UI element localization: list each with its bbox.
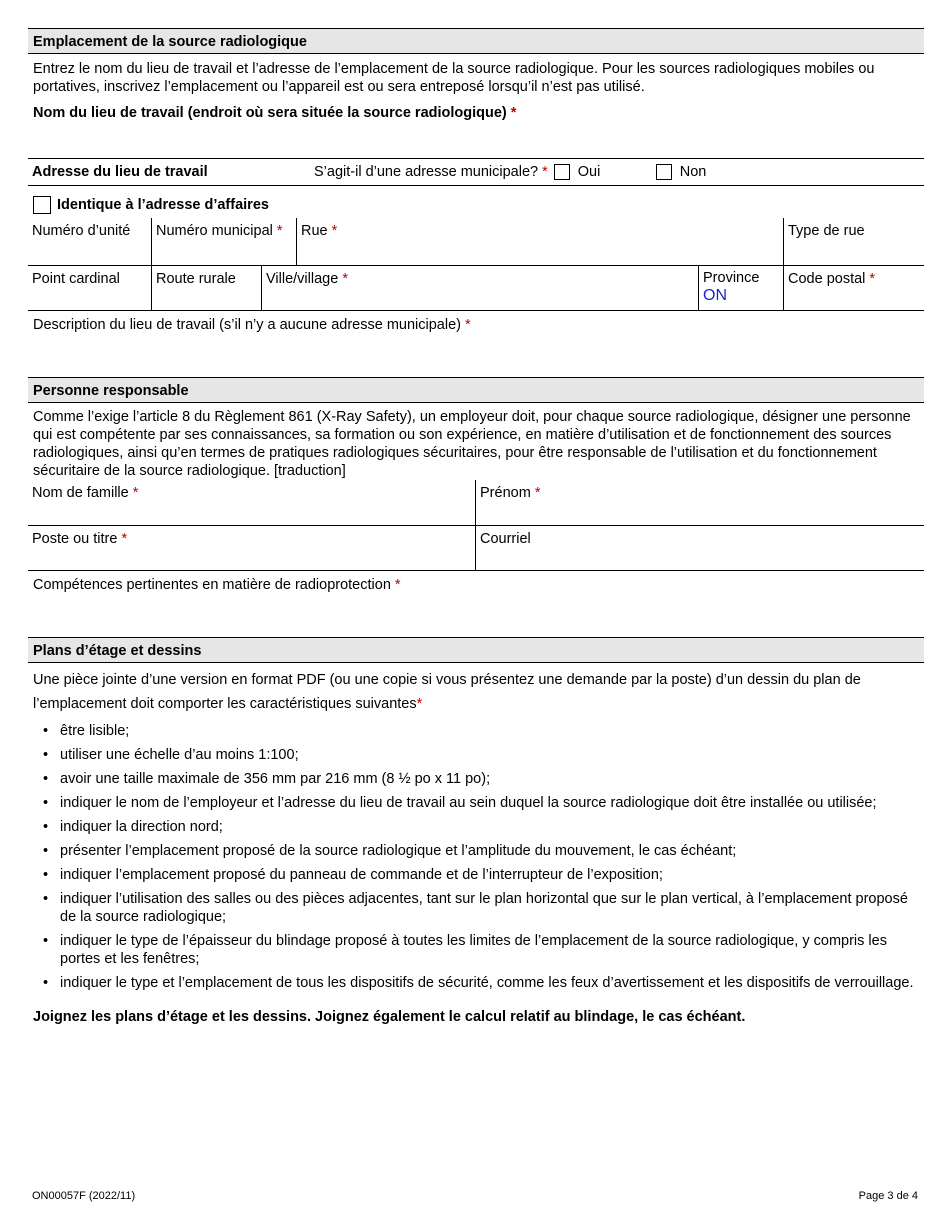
cardinal-point-field[interactable]: Point cardinal <box>32 271 120 287</box>
street-field[interactable]: Rue * <box>296 218 783 265</box>
last-name-field[interactable]: Nom de famille * <box>32 485 139 501</box>
list-item: • indiquer la direction nord; <box>60 818 924 836</box>
location-intro: Entrez le nom du lieu de travail et l’adresse de l’emplacement de la source radiologique. Pour les sources radiologiques mobiles ou portatives, inscrivez l’emplacement ou l’appareil est ou sera entreposé lorsqu’il n’est pas utilisé. <box>33 61 875 95</box>
page-number: Page 3 de 4 <box>858 1190 918 1202</box>
competencies-label: Compétences pertinentes en matière de radioprotection * <box>33 577 401 593</box>
province-value: ON <box>703 287 727 304</box>
section-header-responsible <box>28 377 924 403</box>
section-header-floor-plans <box>28 637 924 663</box>
competencies-field[interactable] <box>28 594 924 637</box>
section-title: Personne responsable <box>33 383 189 399</box>
floor-plans-intro: Une pièce jointe d’une version en format PDF (ou une copie si vous présentez une demande par la poste) d’un dessin du plan de l’emplacement doit comporter les caractéristiques suivantes* <box>33 672 861 712</box>
list-item: • indiquer l’emplacement proposé du panneau de commande et de l’interrupteur de l’exposition; <box>60 866 924 884</box>
same-address-option: Identique à l’adresse d’affaires <box>28 186 924 214</box>
section-header-location <box>28 28 924 54</box>
email-field[interactable]: Courriel <box>475 526 924 570</box>
workplace-name-field[interactable] <box>28 122 924 158</box>
address-row-1 <box>28 218 924 266</box>
street-type-field[interactable]: Type de rue <box>783 218 924 265</box>
description-label: Description du lieu de travail (s’il n’y a aucune adresse municipale) * <box>33 317 471 333</box>
address-row-2 <box>28 266 924 311</box>
yes-checkbox[interactable] <box>554 164 570 180</box>
description-field[interactable] <box>28 334 924 377</box>
form-page <box>28 28 924 1026</box>
responsible-intro: Comme l’exige l’article 8 du Règlement 861 (X-Ray Safety), un employeur doit, pour chaque source radiologique, désigner une personne qui est compétente par ses connaissances, sa formation ou son expérience, en matière d’utilisation et de fonctionnement des sources radiologiques, ainsi qu’en termes de pratiques radiologiques sécuritaires, pour être responsable de l’utilisation et du fonctionnement sécuritaire de la source radiologique. [traduction] <box>33 409 911 479</box>
form-code: ON00057F (2022/11) <box>32 1190 136 1202</box>
closing-instruction: Joignez les plans d’étage et les dessins. Joignez également le calcul relatif au blindage, le cas échéant. <box>33 1009 746 1025</box>
list-item: • indiquer le nom de l’employeur et l’adresse du lieu de travail au sein duquel la source radiologique doit être installée ou utilisée; <box>60 794 924 812</box>
street-number-field[interactable]: Numéro municipal * <box>151 218 296 265</box>
list-item: • indiquer le type et l’emplacement de tous les dispositifs de sécurité, comme les feux d’avertissement et les dispositifs de verrouillage. <box>60 974 924 992</box>
city-field[interactable]: Ville/village * <box>261 266 698 310</box>
list-item: • avoir une taille maximale de 356 mm par 216 mm (8 ½ po x 11 po); <box>60 770 924 788</box>
list-item: • utiliser une échelle d’au moins 1:100; <box>60 746 924 764</box>
province-field: Province ON <box>698 266 783 310</box>
list-item: • présenter l’emplacement proposé de la source radiologique et l’amplitude du mouvement, le cas échéant; <box>60 842 924 860</box>
unit-number-field[interactable]: Numéro d’unité <box>32 223 131 239</box>
same-as-business-checkbox[interactable] <box>33 196 51 214</box>
requirements-list <box>28 722 924 992</box>
municipal-question: S’agit-il d’une adresse municipale? * Oui Non <box>314 164 707 180</box>
list-item: • indiquer l’utilisation des salles ou des pièces adjacentes, tant sur le plan horizontal que sur le plan vertical, à l’emplacement proposé de la source radiologique; <box>60 890 924 926</box>
list-item: • indiquer le type de l’épaisseur du blindage proposé à toutes les limites de l’emplacement de la source radiologique, y compris les portes et les fenêtres; <box>60 932 924 968</box>
position-row <box>28 526 924 571</box>
first-name-field[interactable]: Prénom * <box>475 480 924 525</box>
address-row <box>28 158 924 186</box>
section-title: Emplacement de la source radiologique <box>33 34 307 50</box>
workplace-name-label: Nom du lieu de travail (endroit où sera située la source radiologique) * <box>33 105 517 121</box>
name-row <box>28 480 924 526</box>
no-checkbox[interactable] <box>656 164 672 180</box>
rural-route-field[interactable]: Route rurale <box>151 266 261 310</box>
list-item: • être lisible; <box>60 722 924 740</box>
section-title: Plans d’étage et dessins <box>33 643 202 659</box>
address-label: Adresse du lieu de travail <box>32 164 208 180</box>
postal-code-field[interactable]: Code postal * <box>783 266 924 310</box>
position-field[interactable]: Poste ou titre * <box>32 531 128 547</box>
